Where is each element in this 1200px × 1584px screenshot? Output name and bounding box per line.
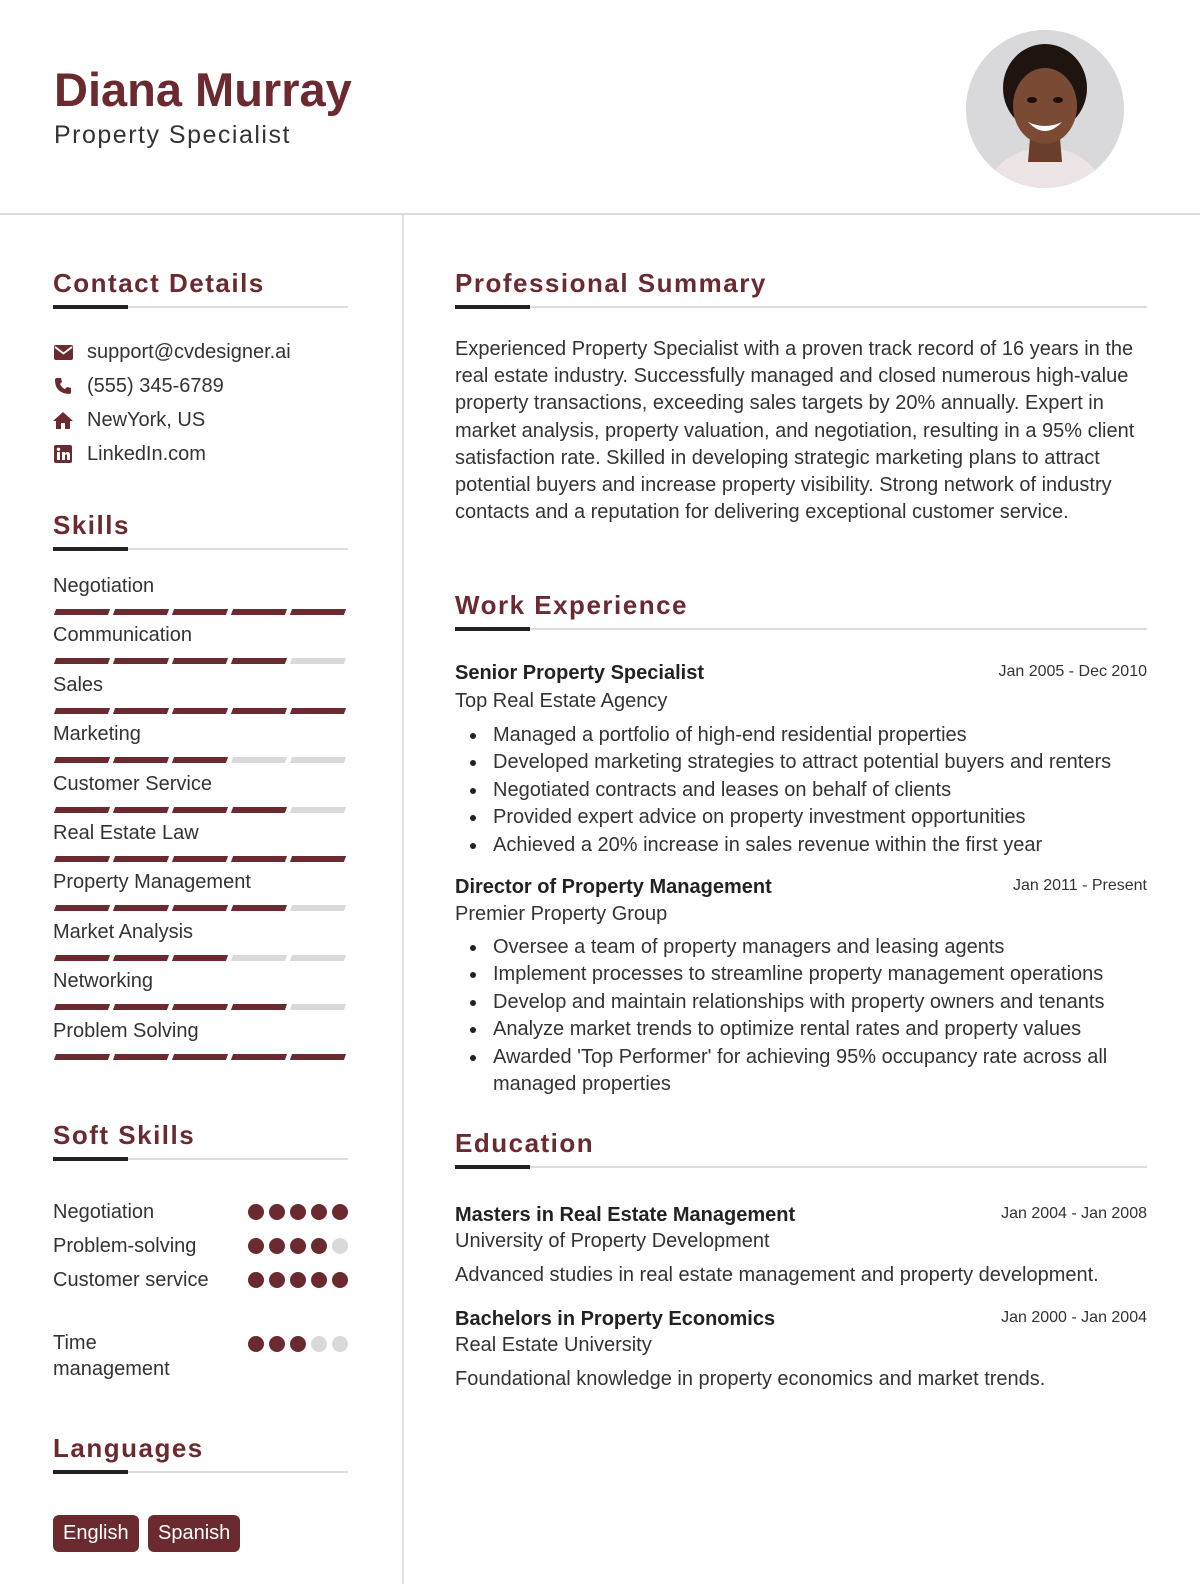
skill-segment-filled [54, 757, 110, 763]
job-bullet: Negotiated contracts and leases on behalf of clients [466, 777, 1156, 804]
degree-description: Foundational knowledge in property economics and market trends. [455, 1368, 1046, 1390]
skill-segment-filled [231, 807, 287, 813]
skill-segment-empty [290, 905, 346, 911]
skill-rating-bar [55, 1054, 348, 1060]
skill-rating-bar [55, 856, 348, 862]
skill-segment-filled [231, 1004, 287, 1010]
skill-segment-filled [172, 708, 228, 714]
skill-segment-filled [113, 905, 169, 911]
summary-section-heading [455, 268, 1147, 308]
skill-rating-bar [55, 955, 348, 961]
skill-segment-filled [231, 708, 287, 714]
skill-segment-empty [290, 1004, 346, 1010]
skill-segment-filled [172, 905, 228, 911]
skills-section-heading [53, 510, 348, 550]
skill-segment-empty [231, 955, 287, 961]
contact-heading: Contact Details [53, 268, 265, 298]
rating-dot-filled [311, 1238, 327, 1254]
skill-segment-filled [113, 708, 169, 714]
job-bullets [466, 722, 1156, 859]
skill-segment-filled [172, 757, 228, 763]
skill-segment-empty [231, 757, 287, 763]
skill-segment-filled [113, 609, 169, 615]
skill-label: Real Estate Law [53, 822, 199, 844]
heading-rule [455, 306, 1147, 308]
skill-rating-bar [55, 1004, 348, 1010]
contact-location-text: NewYork, US [87, 408, 206, 431]
degree-school: University of Property Development [455, 1230, 770, 1252]
soft-skill-rating [248, 1204, 348, 1220]
job-bullets [466, 934, 1156, 1098]
degree-school: Real Estate University [455, 1334, 652, 1356]
summary-text: Experienced Property Specialist with a proven track record of 16 years in the real estate industry. Successfully managed and closed numerous high-value property transactions, exceeding sales targets by 20% annually. Expert in market analysis, property valuation, and negotiation, resulting in a 95% client satisfaction rate. Skilled in developing strategic marketing plans to attract potential buyers and increase property visibility. Strong network of industry contacts and a reputation for delivering exceptional customer service. [455, 338, 1135, 524]
contact-section-heading [53, 268, 348, 308]
job-bullet: Achieved a 20% increase in sales revenue within the first year [466, 832, 1156, 859]
linkedin-icon [53, 444, 73, 464]
job-bullet: Implement processes to streamline property management operations [466, 961, 1156, 988]
heading-accent [455, 627, 530, 631]
skill-segment-filled [113, 658, 169, 664]
skill-segment-filled [54, 955, 110, 961]
skill-label: Communication [53, 624, 192, 647]
skill-rating-bar [55, 708, 348, 714]
contact-email [53, 339, 291, 365]
rating-dot-empty [311, 1336, 327, 1352]
skill-segment-empty [290, 955, 346, 961]
job-title: Senior Property Specialist [455, 662, 704, 684]
soft-skill-label: Negotiation [53, 1201, 155, 1223]
rating-dot-filled [290, 1204, 306, 1220]
rating-dot-filled [311, 1204, 327, 1220]
rating-dot-filled [290, 1336, 306, 1352]
envelope-icon [53, 342, 73, 362]
skill-label: Sales [53, 673, 104, 696]
rating-dot-filled [248, 1272, 264, 1288]
skill-segment-filled [54, 609, 110, 615]
column-divider [402, 215, 404, 1584]
languages-section-heading [53, 1433, 348, 1473]
language-badge-english: English [53, 1515, 139, 1552]
job-bullet: Awarded 'Top Performer' for achieving 95% occupancy rate across all managed properties [466, 1044, 1156, 1099]
phone-icon [53, 376, 73, 396]
skill-segment-filled [172, 1054, 228, 1060]
skill-segment-filled [54, 807, 110, 813]
skill-segment-filled [113, 1054, 169, 1060]
rating-dot-filled [290, 1272, 306, 1288]
heading-rule [455, 1166, 1147, 1168]
skill-rating-bar [55, 757, 348, 763]
job-bullet: Developed marketing strategies to attract potential buyers and renters [466, 749, 1156, 776]
language-badge-spanish: Spanish [148, 1515, 240, 1552]
job-company: Premier Property Group [455, 903, 668, 925]
rating-dot-filled [290, 1238, 306, 1254]
degree-dates: Jan 2004 - Jan 2008 [1001, 1205, 1147, 1222]
rating-dot-filled [311, 1272, 327, 1288]
degree-description: Advanced studies in real estate management and property development. [455, 1264, 1099, 1286]
soft-skill-label: Customer service [53, 1269, 209, 1291]
skill-segment-empty [290, 807, 346, 813]
job-bullet: Provided expert advice on property investment opportunities [466, 804, 1156, 831]
languages-heading: Languages [53, 1433, 204, 1463]
profile-photo-illustration [966, 30, 1124, 188]
heading-accent [53, 305, 128, 309]
rating-dot-filled [269, 1204, 285, 1220]
heading-rule [455, 628, 1147, 630]
soft-skills-section-heading [53, 1120, 348, 1160]
skill-rating-bar [55, 905, 348, 911]
soft-skill-rating [248, 1272, 348, 1288]
skill-label: Negotiation [53, 575, 155, 597]
heading-accent [53, 547, 128, 551]
skill-segment-filled [113, 757, 169, 763]
skill-segment-filled [231, 658, 287, 664]
job-bullet: Analyze market trends to optimize rental rates and property values [466, 1016, 1156, 1043]
job-bullet: Develop and maintain relationships with property owners and tenants [466, 989, 1156, 1016]
skill-segment-filled [113, 955, 169, 961]
skill-segment-filled [172, 807, 228, 813]
skill-segment-filled [290, 856, 346, 862]
rating-dot-filled [248, 1336, 264, 1352]
skill-segment-filled [54, 905, 110, 911]
skill-rating-bar [55, 609, 348, 615]
soft-skill-label: Problem-solving [53, 1235, 197, 1257]
rating-dot-empty [332, 1238, 348, 1254]
skill-segment-filled [54, 708, 110, 714]
soft-skill-label: Time management [53, 1332, 170, 1380]
skill-segment-filled [231, 609, 287, 615]
resume-header [0, 0, 1200, 215]
heading-accent [455, 305, 530, 309]
skill-segment-empty [290, 658, 346, 664]
education-heading: Education [455, 1128, 595, 1158]
degree-title: Masters in Real Estate Management [455, 1204, 796, 1226]
contact-linkedin-text[interactable]: LinkedIn.com [87, 442, 206, 465]
skill-segment-filled [290, 1054, 346, 1060]
skill-segment-filled [231, 905, 287, 911]
contact-linkedin[interactable] [53, 441, 206, 467]
experience-section-heading [455, 590, 1147, 630]
skill-rating-bar [55, 658, 348, 664]
skill-segment-filled [113, 1004, 169, 1010]
rating-dot-filled [332, 1204, 348, 1220]
skill-label: Networking [53, 970, 154, 993]
degree-title: Bachelors in Property Economics [455, 1308, 776, 1330]
skill-segment-filled [172, 1004, 228, 1010]
rating-dot-filled [269, 1238, 285, 1254]
skill-label: Customer Service [53, 772, 212, 795]
heading-accent [53, 1157, 128, 1161]
rating-dot-filled [269, 1272, 285, 1288]
skill-label: Marketing [53, 723, 141, 746]
soft-skill-rating [248, 1336, 348, 1352]
home-icon [53, 410, 73, 430]
degree-dates: Jan 2000 - Jan 2004 [1001, 1309, 1147, 1326]
skills-heading: Skills [53, 510, 130, 540]
contact-phone [53, 373, 224, 399]
skill-segment-filled [172, 856, 228, 862]
contact-phone-text: (555) 345-6789 [87, 374, 224, 397]
candidate-title: Property Specialist [54, 121, 291, 149]
skill-segment-filled [54, 658, 110, 664]
job-dates: Jan 2011 - Present [1012, 877, 1147, 894]
skill-segment-empty [290, 757, 346, 763]
skill-segment-filled [231, 856, 287, 862]
skill-segment-filled [231, 1054, 287, 1060]
candidate-name: Diana Murray [54, 63, 352, 116]
contact-email-text: support@cvdesigner.ai [87, 340, 291, 363]
skill-segment-filled [54, 1054, 110, 1060]
rating-dot-filled [269, 1336, 285, 1352]
rating-dot-filled [248, 1204, 264, 1220]
skill-rating-bar [55, 807, 348, 813]
skill-segment-filled [172, 955, 228, 961]
profile-photo [966, 30, 1124, 188]
skill-segment-filled [113, 807, 169, 813]
soft-skill-rating [248, 1238, 348, 1254]
skill-segment-filled [172, 609, 228, 615]
rating-dot-filled [332, 1272, 348, 1288]
summary-heading: Professional Summary [455, 268, 767, 298]
experience-heading: Work Experience [455, 590, 689, 620]
skill-label: Problem Solving [53, 1019, 199, 1042]
job-bullet: Managed a portfolio of high-end residential properties [466, 722, 1156, 749]
rating-dot-empty [332, 1336, 348, 1352]
skill-segment-filled [113, 856, 169, 862]
skill-segment-filled [172, 658, 228, 664]
heading-accent [53, 1470, 128, 1474]
soft-skills-heading: Soft Skills [53, 1120, 196, 1150]
job-bullet: Oversee a team of property managers and leasing agents [466, 934, 1156, 961]
job-dates: Jan 2005 - Dec 2010 [998, 663, 1147, 680]
rating-dot-filled [248, 1238, 264, 1254]
job-title: Director of Property Management [455, 876, 772, 898]
skill-label: Market Analysis [53, 920, 194, 943]
heading-accent [455, 1165, 530, 1169]
contact-location [53, 407, 205, 433]
education-section-heading [455, 1128, 1147, 1168]
skill-label: Property Management [53, 871, 251, 894]
skill-segment-filled [290, 609, 346, 615]
skill-segment-filled [54, 1004, 110, 1010]
job-company: Top Real Estate Agency [455, 690, 668, 712]
skill-segment-filled [290, 708, 346, 714]
skill-segment-filled [54, 856, 110, 862]
